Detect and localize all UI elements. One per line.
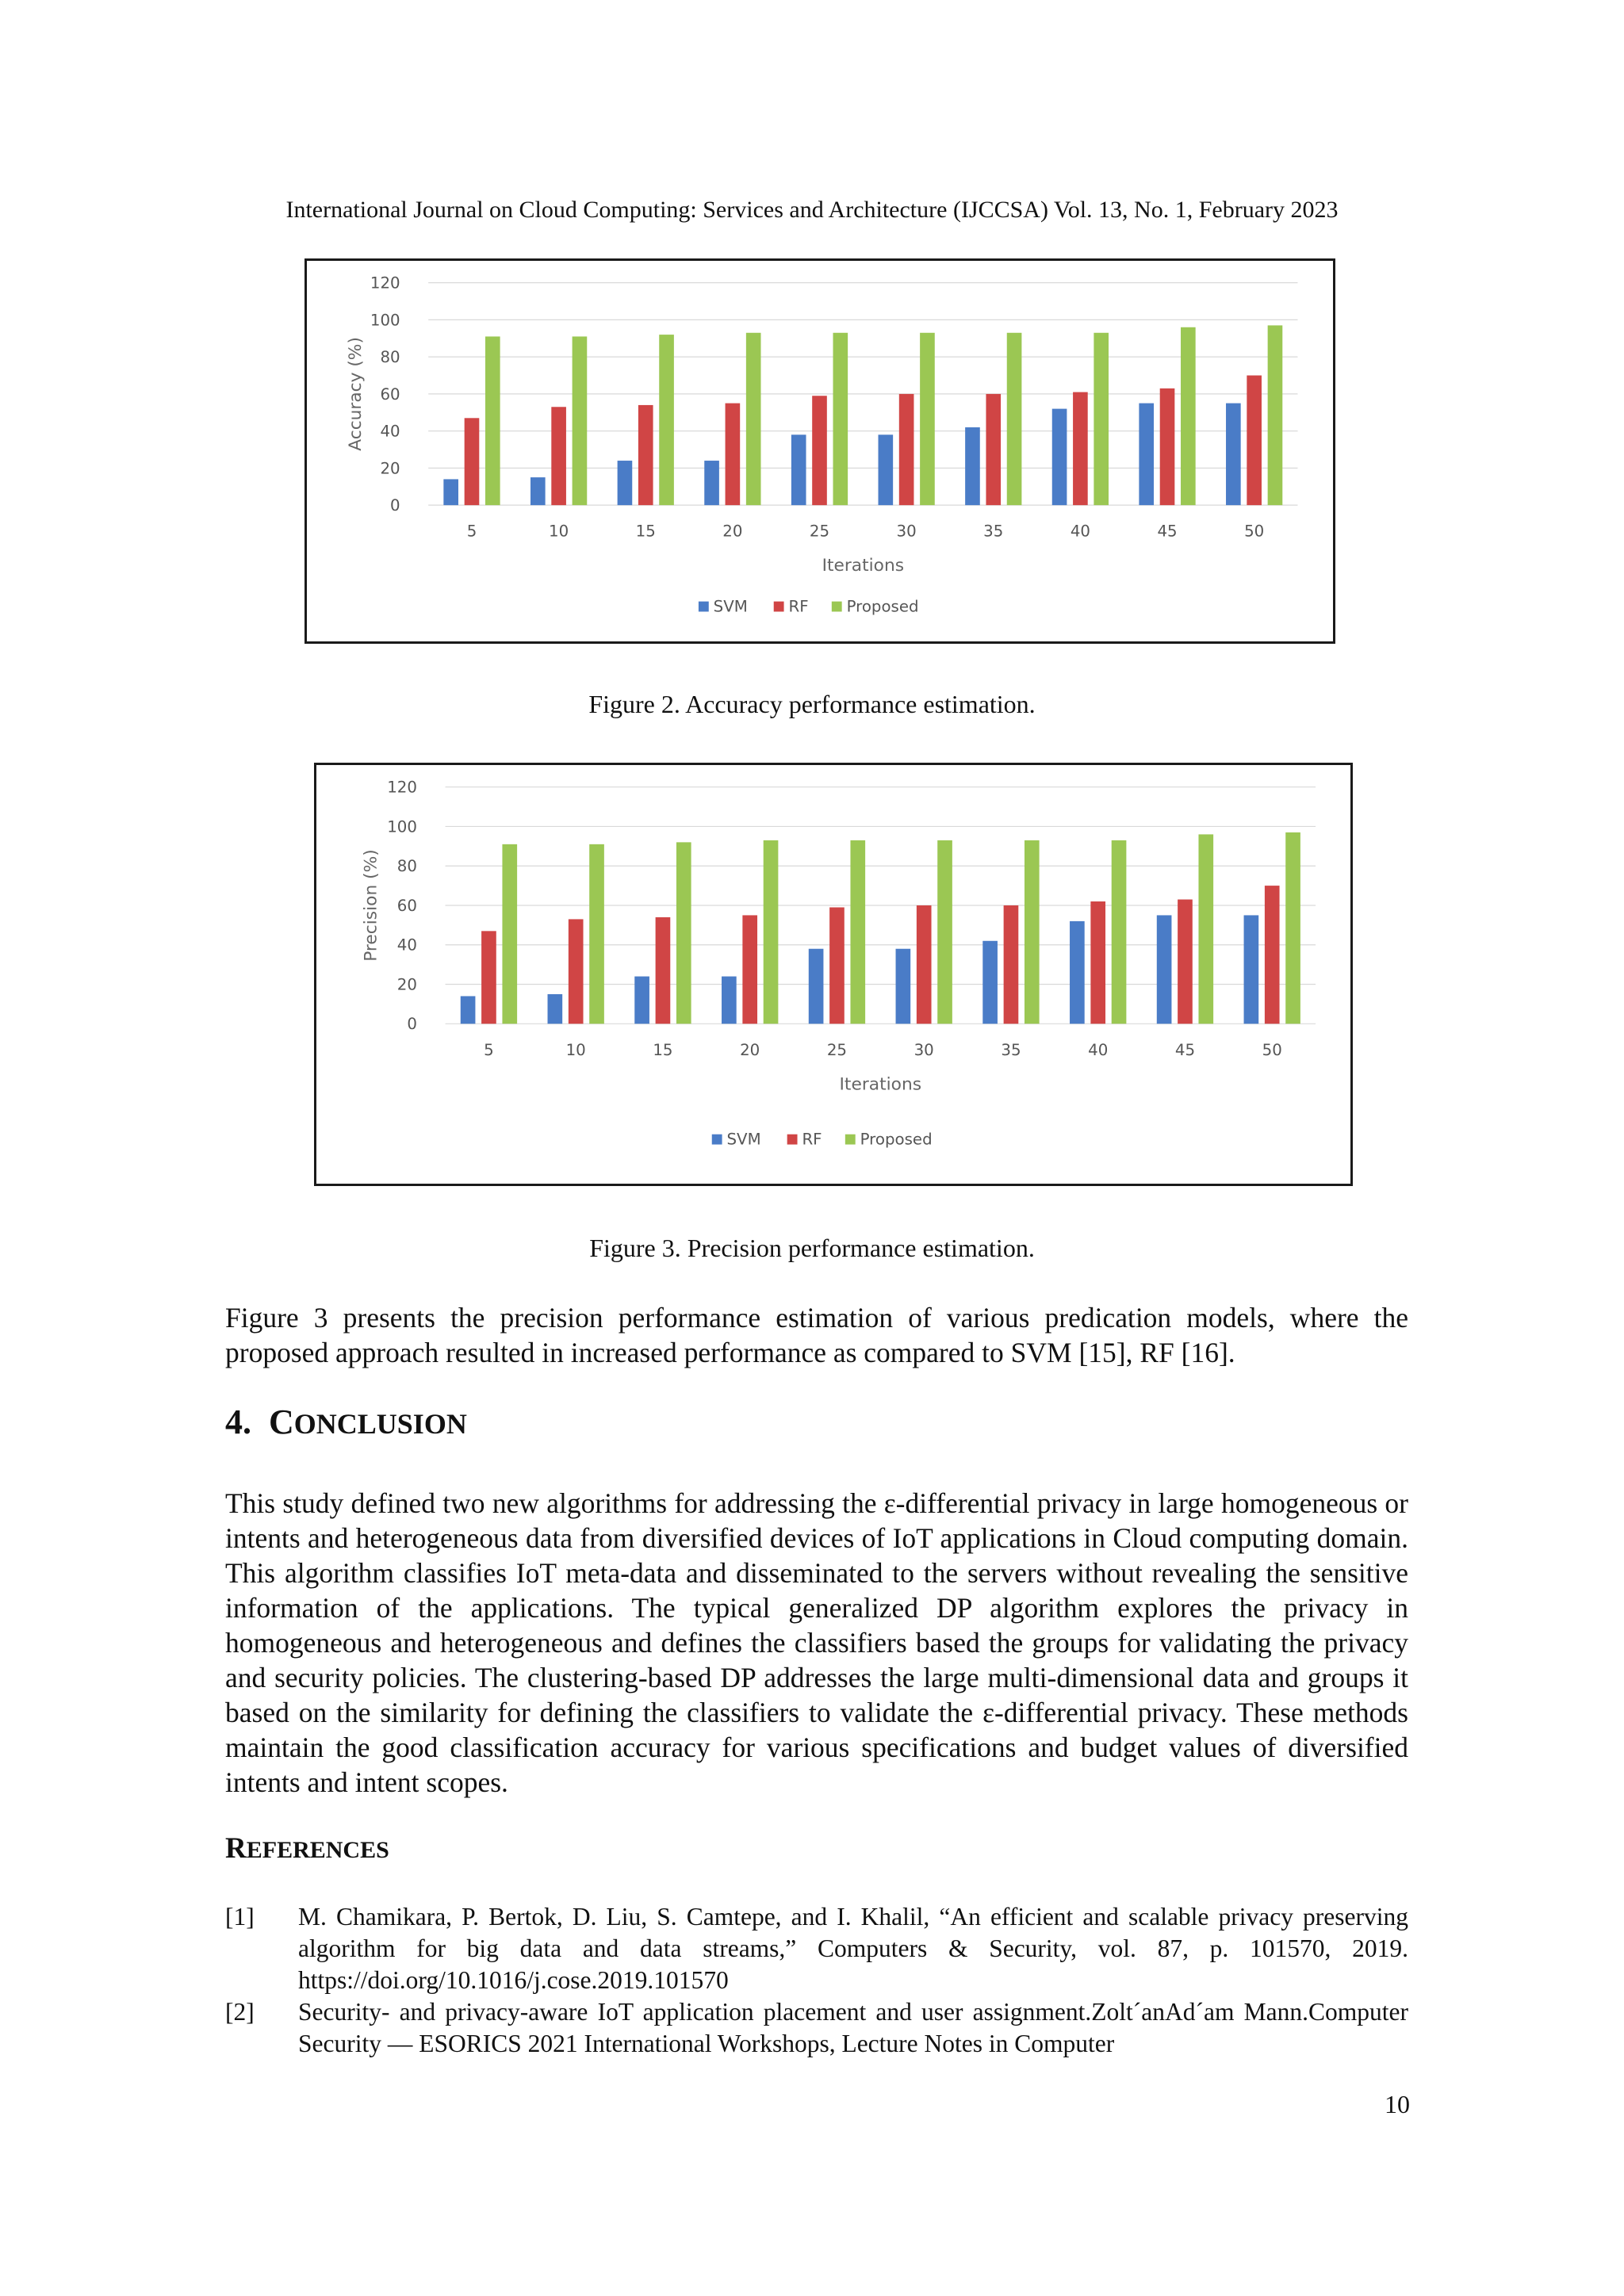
bar-rf: [986, 394, 1001, 505]
x-tick-label: 50: [1244, 522, 1265, 541]
bar-proposed: [659, 335, 674, 505]
bar-proposed: [746, 333, 761, 505]
reference-text: Security- and privacy-aware IoT application placement and user assignment.Zolt´anAd´am Mann.Computer Security — ESORICS 2021 International Workshops, Lecture Notes in Computer: [298, 1998, 1408, 2057]
x-tick-label: 45: [1157, 522, 1178, 541]
x-tick-label: 35: [1001, 1040, 1021, 1059]
x-tick-label: 15: [635, 522, 656, 541]
bar-svm: [896, 949, 911, 1024]
bar-proposed: [1112, 840, 1127, 1024]
bar-rf: [812, 396, 827, 505]
y-tick-label: 40: [396, 936, 417, 955]
bar-rf: [1004, 905, 1019, 1024]
x-tick-label: 15: [653, 1040, 673, 1059]
x-tick-label: 50: [1262, 1040, 1282, 1059]
bar-rf: [481, 931, 496, 1024]
x-tick-label: 20: [722, 522, 743, 541]
bar-proposed: [1268, 325, 1283, 505]
y-tick-label: 0: [390, 496, 400, 515]
legend-label-rf: RF: [802, 1130, 822, 1149]
y-tick-label: 0: [407, 1015, 417, 1034]
x-tick-label: 5: [484, 1040, 494, 1059]
bar-rf: [899, 394, 914, 505]
x-tick-label: 45: [1174, 1040, 1196, 1059]
page-number: 10: [1385, 2090, 1410, 2118]
bar-proposed: [764, 840, 779, 1024]
bar-proposed: [1285, 832, 1300, 1024]
y-tick-label: 100: [370, 311, 400, 330]
bar-proposed: [920, 333, 935, 505]
x-tick-label: 25: [809, 522, 830, 541]
accuracy-chart-svg: [307, 261, 1333, 641]
bar-rf: [465, 418, 480, 505]
bar-rf: [742, 915, 757, 1024]
bar-rf: [1247, 376, 1262, 506]
figure-2-accuracy-chart: [304, 258, 1335, 644]
bar-svm: [1226, 404, 1241, 506]
bar-rf: [656, 917, 671, 1024]
legend-label-proposed: Proposed: [860, 1130, 933, 1149]
legend-swatch-proposed: [832, 602, 842, 612]
figure-3-caption: Figure 3. Precision performance estimation.: [589, 1234, 1035, 1262]
y-axis-label: Accuracy (%): [346, 337, 366, 451]
bar-proposed: [676, 842, 691, 1024]
bar-proposed: [485, 336, 500, 505]
bar-rf: [569, 919, 584, 1024]
bar-rf: [1178, 900, 1193, 1024]
references-title-initial: R: [225, 1832, 247, 1865]
x-tick-label: 40: [1088, 1040, 1109, 1059]
bar-proposed: [1007, 333, 1022, 505]
x-tick-label: 5: [466, 522, 477, 541]
y-axis-label: Precision (%): [361, 849, 381, 962]
bar-rf: [917, 905, 932, 1024]
bar-svm: [982, 941, 998, 1024]
bar-svm: [879, 434, 894, 505]
legend-swatch-rf: [787, 1135, 798, 1145]
bar-svm: [1052, 409, 1067, 506]
y-tick-label: 80: [396, 857, 417, 876]
bar-proposed: [1094, 333, 1109, 505]
bar-proposed: [1198, 834, 1213, 1024]
x-tick-label: 40: [1070, 522, 1090, 541]
legend-label-proposed: Proposed: [846, 597, 919, 616]
reference-number: [1]: [225, 1903, 255, 1931]
x-tick-label: 35: [983, 522, 1004, 541]
bar-rf: [551, 407, 566, 505]
conclusion-paragraph: This study defined two new algorithms for addressing the ε-differential privacy in large homogeneous or intents and heterogeneous data from diversified devices of IoT applications in Cloud computing domain. This algorithm classifies IoT meta-data and disseminated to the servers without revealing the sensitive information of the applications. The typical generalized DP algorithm explores the privacy in homogeneous and heterogeneous and defines the classifiers based the groups for validating the privacy and security policies. The clustering-based DP addresses the large multi-dimensional data and groups it based on the similarity for defining the classifiers to validate the ε-differential privacy. These methods maintain the good classification accuracy for various specifications and budget values of diversified intents and intent scopes.: [225, 1487, 1408, 1798]
bar-proposed: [502, 844, 517, 1024]
x-tick-label: 20: [740, 1040, 760, 1059]
bar-rf: [726, 404, 741, 506]
y-tick-label: 20: [380, 459, 400, 478]
x-tick-label: 25: [826, 1040, 848, 1059]
y-tick-label: 120: [387, 778, 417, 797]
bar-svm: [530, 477, 546, 505]
bar-rf: [829, 907, 845, 1024]
section-heading-conclusion: [225, 1402, 467, 1442]
section-number: 4.: [225, 1402, 251, 1441]
legend-label-svm: SVM: [713, 597, 748, 616]
bar-proposed: [833, 333, 848, 505]
bar-rf: [1265, 886, 1280, 1024]
x-tick-label: 10: [549, 522, 569, 541]
bar-svm: [704, 461, 719, 505]
bar-svm: [1244, 915, 1259, 1024]
bar-rf: [1160, 388, 1175, 505]
x-axis-label: Iterations: [822, 556, 905, 576]
figure-3-precision-chart: [314, 763, 1353, 1186]
x-tick-label: 30: [914, 1040, 934, 1059]
references-heading: [225, 1831, 389, 1866]
bar-svm: [722, 977, 737, 1024]
bar-svm: [618, 461, 633, 505]
legend-swatch-svm: [699, 602, 709, 612]
running-header: International Journal on Cloud Computing: Services and Architecture (IJCCSA) Vol. 13, No. 1, February 2023: [285, 197, 1339, 223]
bar-svm: [1070, 921, 1085, 1024]
y-tick-label: 20: [396, 975, 417, 994]
bar-svm: [548, 994, 563, 1024]
precision-chart-svg: [316, 765, 1350, 1184]
bar-proposed: [1181, 327, 1196, 505]
x-axis-label: Iterations: [839, 1074, 922, 1095]
section-title-initial: C: [269, 1402, 294, 1441]
legend-label-svm: SVM: [726, 1130, 761, 1149]
y-tick-label: 60: [396, 896, 417, 915]
reference-number: [2]: [225, 1998, 255, 2026]
bar-svm: [634, 977, 649, 1024]
bar-proposed: [1025, 840, 1040, 1024]
figure-3-description: Figure 3 presents the precision performance estimation of various predication models, where the proposed approach resulted in increased performance as compared to SVM [15], RF [16].: [225, 1302, 1408, 1368]
bar-rf: [1090, 901, 1105, 1024]
legend-swatch-rf: [774, 602, 784, 612]
section-title-rest: ONCLUSION: [293, 1408, 467, 1440]
reference-item: [225, 1996, 1408, 2060]
legend-label-rf: RF: [788, 597, 809, 616]
y-tick-label: 40: [380, 422, 400, 441]
y-tick-label: 100: [387, 817, 417, 836]
bar-svm: [965, 427, 980, 505]
legend-swatch-proposed: [845, 1135, 856, 1145]
bar-svm: [809, 949, 824, 1024]
x-tick-label: 30: [896, 522, 917, 541]
bar-svm: [443, 479, 458, 505]
bar-proposed: [589, 844, 604, 1024]
bar-svm: [1139, 404, 1154, 506]
bar-rf: [1073, 392, 1088, 506]
y-tick-label: 60: [380, 385, 400, 404]
reference-item: [225, 1901, 1408, 1996]
bar-proposed: [850, 840, 865, 1024]
bar-proposed: [937, 840, 952, 1024]
bar-proposed: [573, 336, 588, 505]
reference-text: M. Chamikara, P. Bertok, D. Liu, S. Camtepe, and I. Khalil, “An efficient and scalable privacy preserving algorithm for big data and data streams,” Computers & Security, vol. 87, p. 101570, 2019. https://doi.org/10.1016/j.cose.2019.101570: [298, 1903, 1408, 1994]
y-tick-label: 80: [380, 348, 400, 367]
bar-rf: [638, 405, 653, 505]
bar-svm: [461, 996, 476, 1024]
references-title-rest: EFERENCES: [246, 1837, 389, 1863]
bar-svm: [791, 434, 806, 505]
legend-swatch-svm: [712, 1135, 722, 1145]
x-tick-label: 10: [565, 1040, 586, 1059]
bar-svm: [1157, 915, 1172, 1024]
figure-2-caption: Figure 2. Accuracy performance estimation.: [588, 690, 1036, 718]
y-tick-label: 120: [370, 274, 400, 293]
